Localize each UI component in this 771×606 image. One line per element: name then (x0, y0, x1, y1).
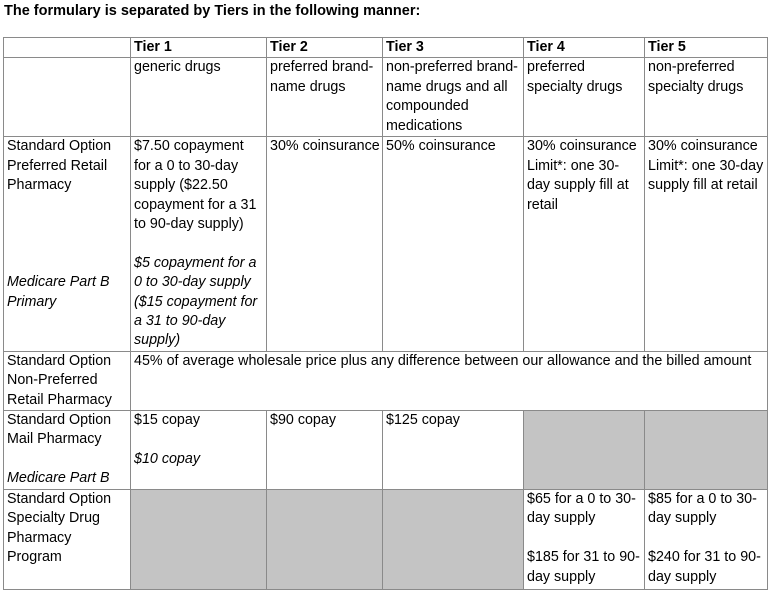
corner-cell (4, 38, 131, 58)
mail-tier-1-medicare-value: $10 copay (134, 450, 200, 467)
tier-4-header: Tier 4 (524, 38, 645, 58)
retail-tier-2-value: 30% coinsurance (267, 137, 383, 351)
non-preferred-value: 45% of average wholesale price plus any difference between our allowance and the billed amount (131, 351, 768, 410)
retail-tier-3-value: 50% coinsurance (383, 137, 524, 351)
retail-tier-1-medicare-value: $5 copayment for a 0 to 30-day supply ($15 copayment for a 31 to 90-day supply) (134, 254, 258, 349)
retail-tier-1-value: $7.50 copayment for a 0 to 30-day supply ($22.50 copayment for a 31 to 90-day supply) (134, 138, 257, 233)
tier-5-header: Tier 5 (645, 38, 768, 58)
row-label: Standard Option Non-Preferred Retail Pharmacy (4, 351, 131, 410)
row-label: Standard Option Preferred Retail Pharmacy (7, 138, 112, 194)
tier-4-description: preferred specialty drugs (524, 58, 645, 137)
tier-description-row (4, 58, 768, 137)
tier-2-header: Tier 2 (267, 38, 383, 58)
shaded-cell (645, 411, 768, 490)
empty-cell (4, 58, 131, 137)
specialty-tier-5-value-b: $240 for 31 to 90-day supply (648, 549, 761, 585)
shaded-cell (267, 490, 383, 590)
mail-tier-3-value: $125 copay (383, 411, 524, 490)
row-label-cell (4, 137, 131, 351)
tier-2-description: preferred brand-name drugs (267, 58, 383, 137)
mail-tier-1-cell (131, 411, 267, 490)
table-header-row (4, 38, 768, 58)
row-label-cell (4, 411, 131, 490)
formulary-tier-table (3, 37, 768, 590)
specialty-row (4, 490, 768, 590)
mail-tier-1-value: $15 copay (134, 412, 200, 429)
tier-1-description: generic drugs (131, 58, 267, 137)
preferred-retail-row (4, 137, 768, 351)
tier-1-header: Tier 1 (131, 38, 267, 58)
mail-pharmacy-row (4, 411, 768, 490)
specialty-tier-4-value-a: $65 for a 0 to 30-day supply (527, 491, 636, 527)
row-label: Standard Option Mail Pharmacy (7, 412, 112, 448)
non-preferred-retail-row (4, 351, 768, 410)
page-title: The formulary is separated by Tiers in the following manner: (4, 3, 421, 19)
tier-3-description: non-preferred brand-name drugs and all compounded medications (383, 58, 524, 137)
mail-tier-2-value: $90 copay (267, 411, 383, 490)
shaded-cell (524, 411, 645, 490)
retail-tier-4-value: 30% coinsurance Limit*: one 30-day supply fill at retail (524, 137, 645, 351)
shaded-cell (383, 490, 524, 590)
specialty-tier-4-value-b: $185 for 31 to 90-day supply (527, 549, 640, 585)
specialty-tier-5-cell (645, 490, 768, 590)
retail-tier-1-cell (131, 137, 267, 351)
row-sublabel: Medicare Part B Primary (7, 274, 110, 310)
tier-3-header: Tier 3 (383, 38, 524, 58)
specialty-tier-4-cell (524, 490, 645, 590)
row-label: Standard Option Specialty Drug Pharmacy Program (4, 490, 131, 590)
specialty-tier-5-value-a: $85 for a 0 to 30-day supply (648, 491, 757, 527)
tier-5-description: non-preferred specialty drugs (645, 58, 768, 137)
retail-tier-5-value: 30% coinsurance Limit*: one 30-day supply fill at retail (645, 137, 768, 351)
row-sublabel: Medicare Part B (7, 470, 110, 487)
shaded-cell (131, 490, 267, 590)
